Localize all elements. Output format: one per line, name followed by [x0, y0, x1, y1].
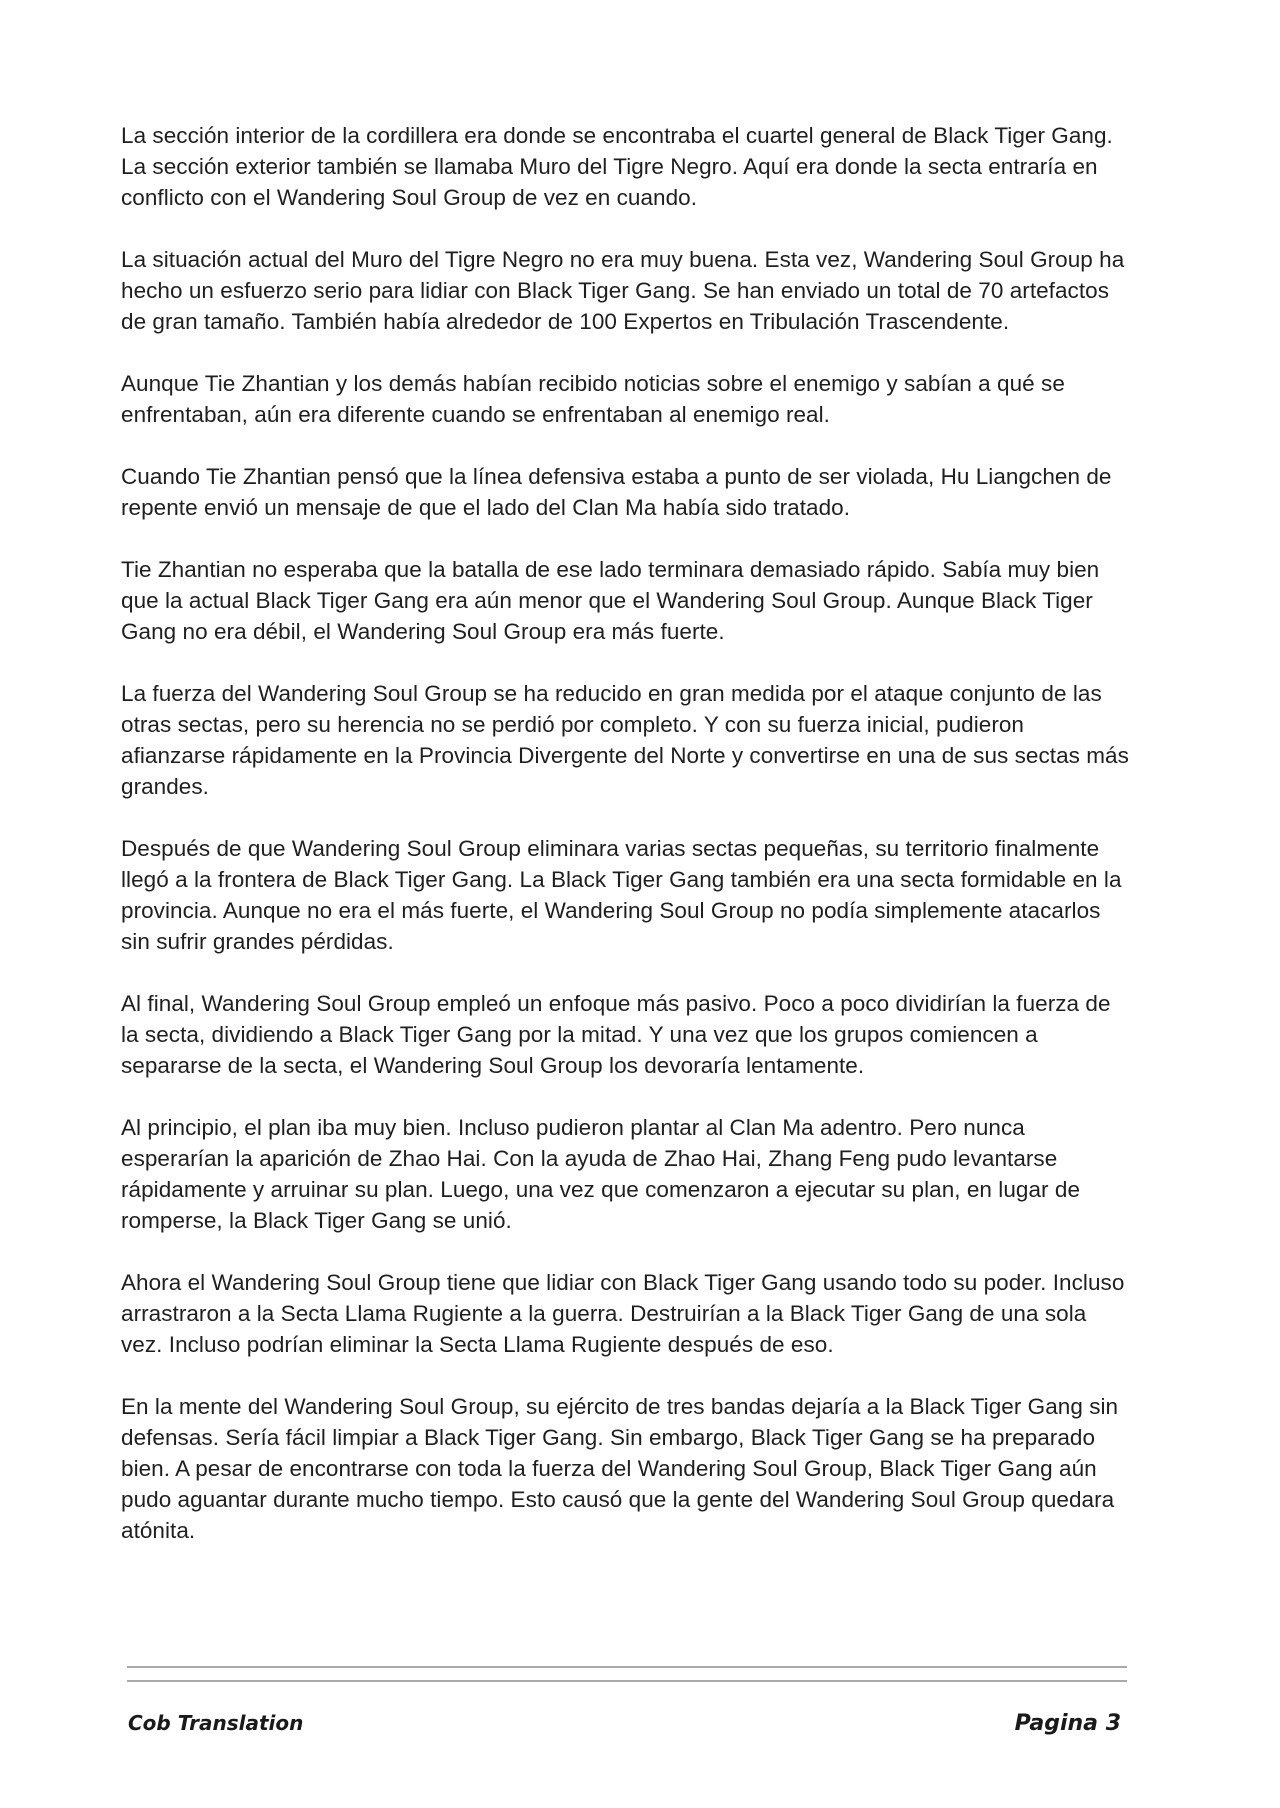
footer-divider-bottom: [127, 1680, 1127, 1682]
paragraph: La situación actual del Muro del Tigre Negro no era muy buena. Esta vez, Wandering Soul Group ha hecho un esfuerzo serio para lidiar con Black Tiger Gang. Se han enviado un total de 70 artefactos de gran tamaño. También había alrededor de 100 Expertos en Tribulación Trascendente.: [121, 247, 1125, 334]
page-body: [121, 120, 1131, 1577]
paragraph: Aunque Tie Zhantian y los demás habían recibido noticias sobre el enemigo y sabían a qué se enfrentaban, aún era diferente cuando se enfrentaban al enemigo real.: [121, 371, 1065, 427]
paragraph: Al final, Wandering Soul Group empleó un enfoque más pasivo. Poco a poco dividirían la fuerza de la secta, dividiendo a Black Tiger Gang por la mitad. Y una vez que los grupos comiencen a separarse de la secta, el Wandering Soul Group los devoraría lentamente.: [121, 991, 1111, 1078]
footer-translator-name: Cob Translation: [128, 1711, 304, 1735]
paragraph: Después de que Wandering Soul Group eliminara varias sectas pequeñas, su territorio finalmente llegó a la frontera de Black Tiger Gang. La Black Tiger Gang también era una secta formidable en la provincia. Aunque no era el más fuerte, el Wandering Soul Group no podía simplemente atacarlos sin sufrir grandes pérdidas.: [121, 836, 1122, 954]
paragraph: La sección interior de la cordillera era donde se encontraba el cuartel general de Black Tiger Gang. La sección exterior también se llamaba Muro del Tigre Negro. Aquí era donde la secta entraría en conflicto con el Wandering Soul Group de vez en cuando.: [121, 123, 1113, 210]
paragraph: Al principio, el plan iba muy bien. Incluso pudieron plantar al Clan Ma adentro. Pero nunca esperarían la aparición de Zhao Hai. Con la ayuda de Zhao Hai, Zhang Feng pudo levantarse rápidamente y arruinar su plan. Luego, una vez que comenzaron a ejecutar su plan, en lugar de romperse, la Black Tiger Gang se unió.: [121, 1115, 1081, 1233]
paragraph: La fuerza del Wandering Soul Group se ha reducido en gran medida por el ataque conjunto de las otras sectas, pero su herencia no se perdió por completo. Y con su fuerza inicial, pudieron afianzarse rápidamente en la Provincia Divergente del Norte y convertirse en una de sus sectas más grandes.: [121, 681, 1129, 799]
paragraph: En la mente del Wandering Soul Group, su ejército de tres bandas dejaría a la Black Tiger Gang sin defensas. Sería fácil limpiar a Black Tiger Gang. Sin embargo, Black Tiger Gang se ha preparado bien. A pesar de encontrarse con toda la fuerza del Wandering Soul Group, Black Tiger Gang aún pudo aguantar durante mucho tiempo. Esto causó que la gente del Wandering Soul Group quedara atónita.: [121, 1394, 1119, 1543]
paragraph: Cuando Tie Zhantian pensó que la línea defensiva estaba a punto de ser violada, Hu Liangchen de repente envió un mensaje de que el lado del Clan Ma había sido tratado.: [121, 464, 1112, 520]
footer-page-number: Pagina 3: [1014, 1711, 1121, 1736]
paragraph: Tie Zhantian no esperaba que la batalla de ese lado terminara demasiado rápido. Sabía muy bien que la actual Black Tiger Gang era aún menor que el Wandering Soul Group. Aunque Black Tiger Gang no era débil, el Wandering Soul Group era más fuerte.: [121, 557, 1100, 644]
footer-divider-top: [127, 1666, 1127, 1668]
paragraph: Ahora el Wandering Soul Group tiene que lidiar con Black Tiger Gang usando todo su poder. Incluso arrastraron a la Secta Llama Rugiente a la guerra. Destruirían a la Black Tiger Gang de una sola vez. Incluso podrían eliminar la Secta Llama Rugiente después de eso.: [121, 1270, 1125, 1357]
